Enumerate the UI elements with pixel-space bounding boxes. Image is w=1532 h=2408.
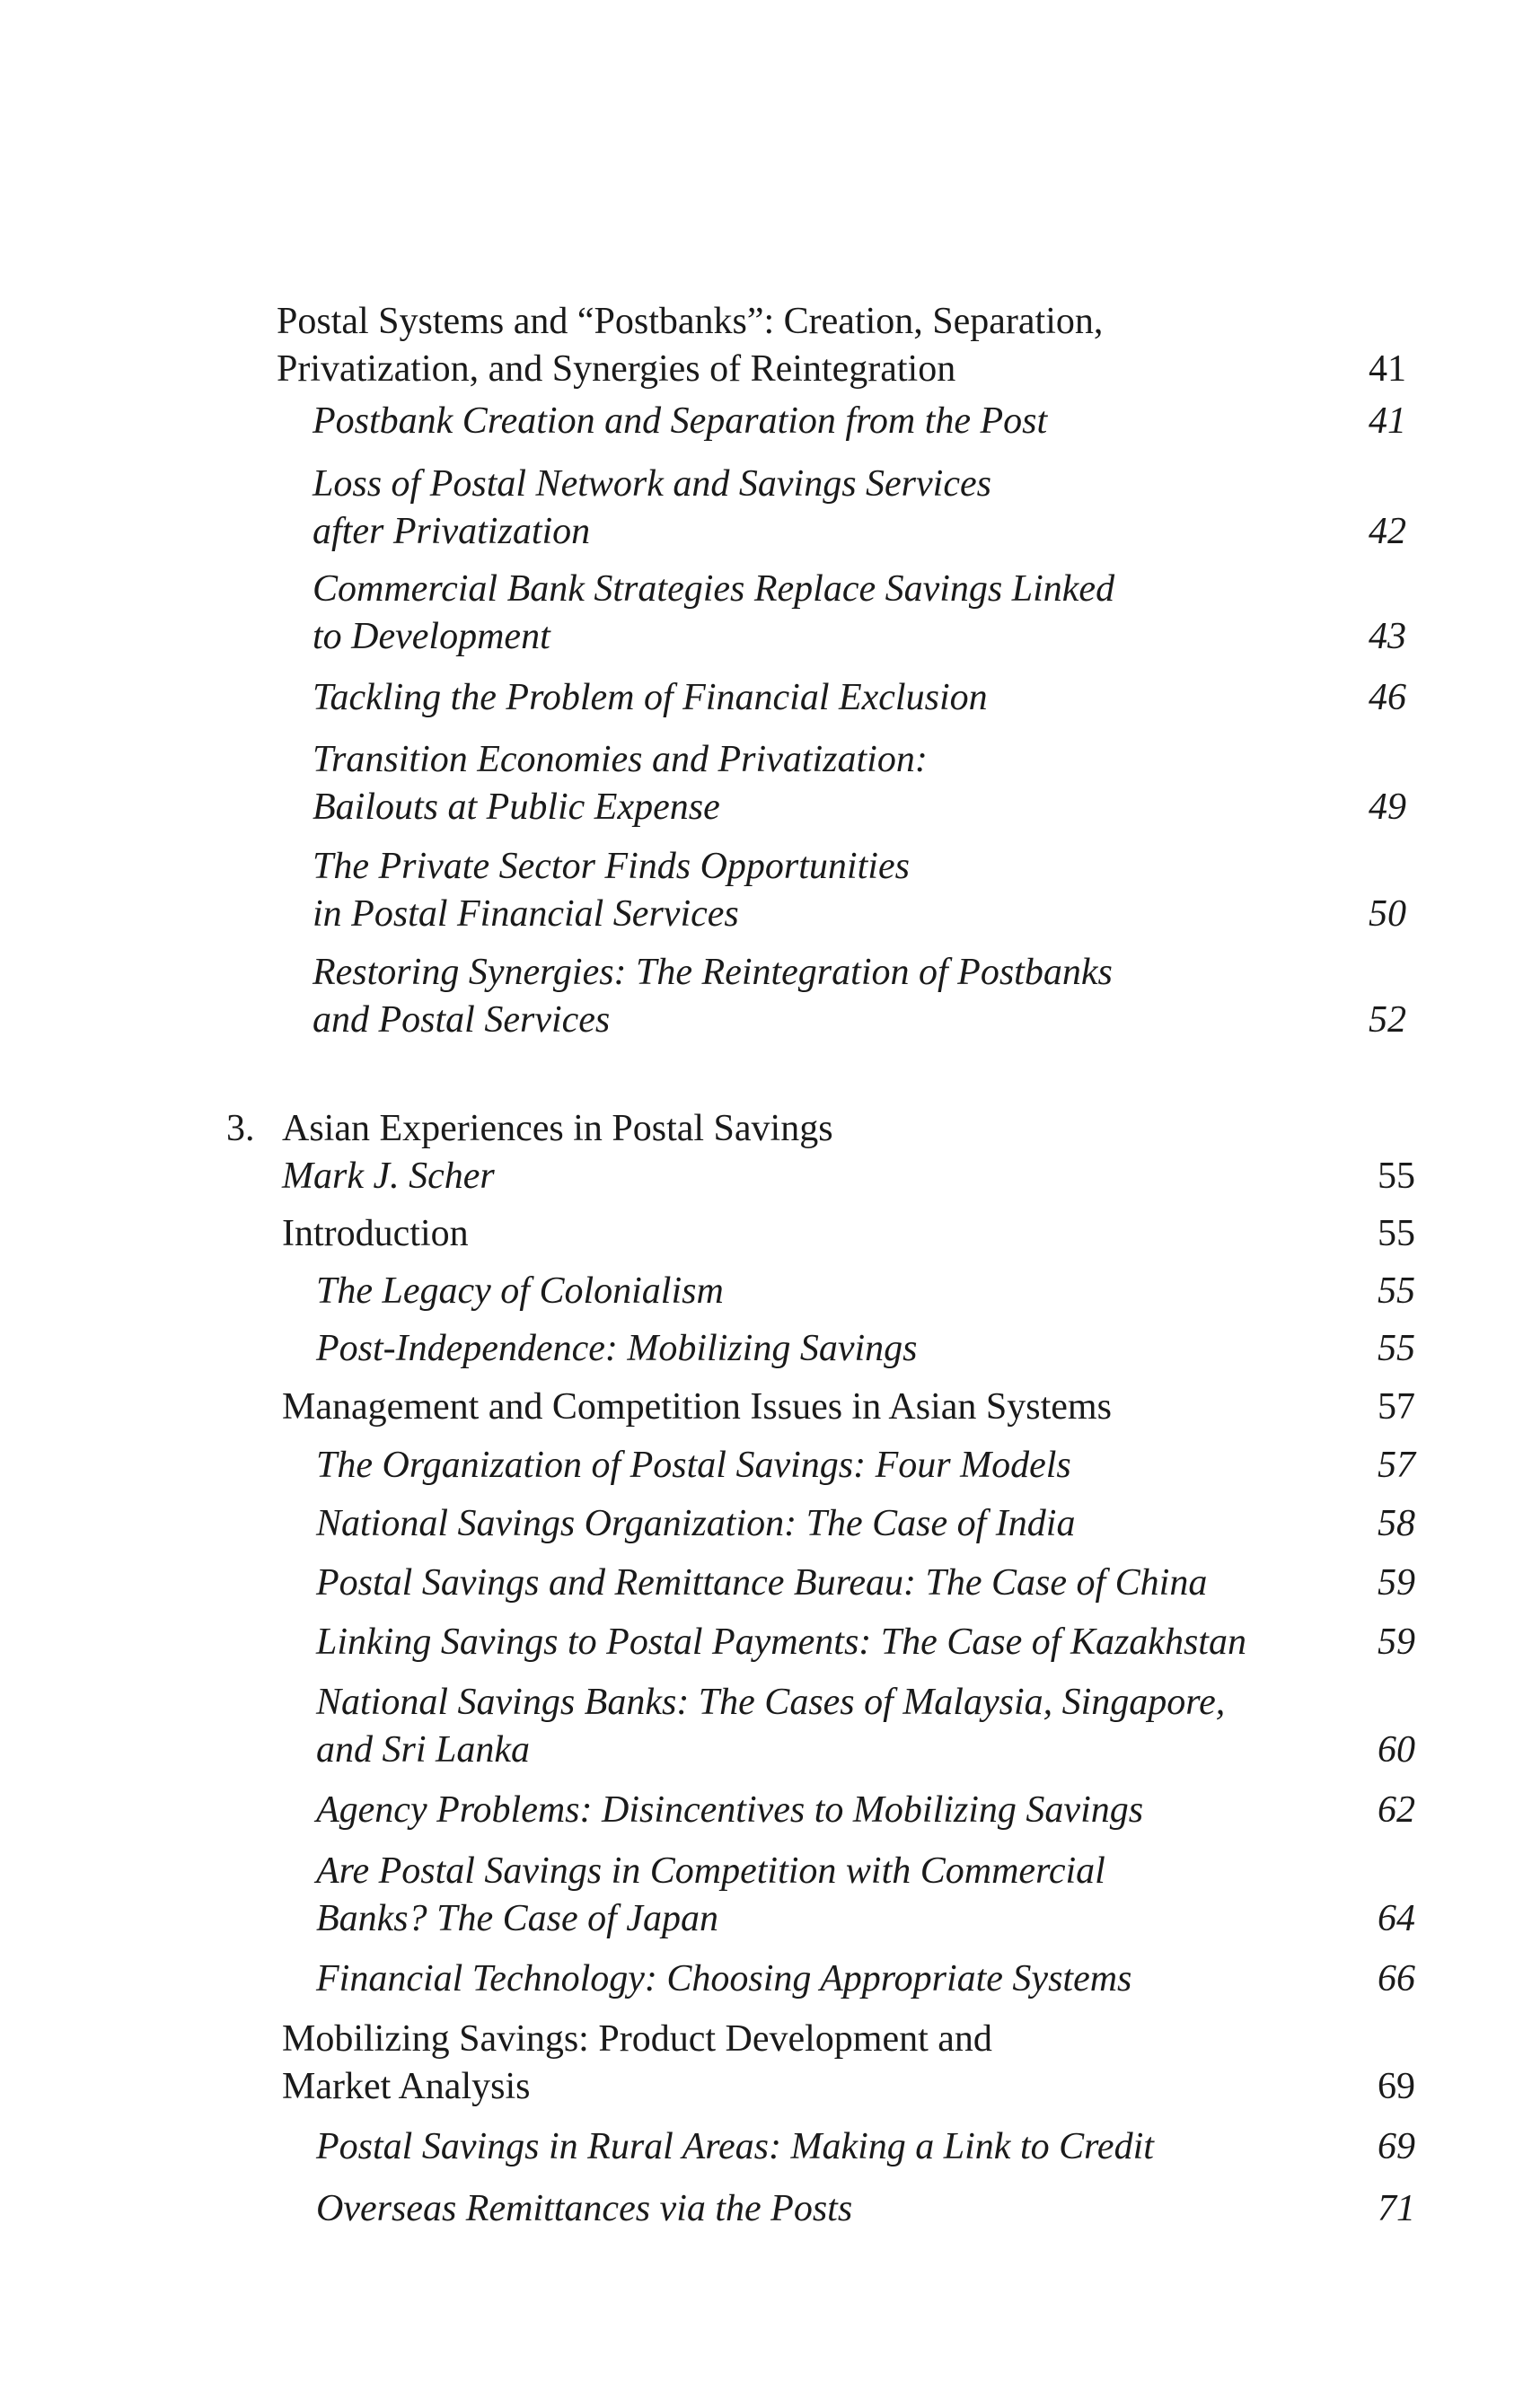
toc-section-heading-postal-systems — [277, 298, 1406, 393]
chapter-author: Mark J. Scher — [282, 1156, 495, 1197]
toc-entry-title-line: Financial Technology: Choosing Appropriate Systems — [316, 1958, 1132, 1999]
toc-entry — [316, 2123, 1415, 2171]
toc-page-number: 52 — [1369, 999, 1406, 1041]
toc-entry-title-line: The Legacy of Colonialism — [316, 1270, 724, 1312]
toc-entry-title-line: Linking Savings to Postal Payments: The Case of Kazakhstan — [316, 1621, 1246, 1663]
toc-page-number: 69 — [1378, 2066, 1415, 2107]
toc-entry-title-line: The Organization of Postal Savings: Four Models — [316, 1445, 1071, 1486]
toc-page-number: 43 — [1369, 616, 1406, 657]
toc-entry-title-line: Commercial Bank Strategies Replace Savings Linked — [313, 568, 1115, 610]
toc-page-number: 64 — [1378, 1898, 1415, 1939]
toc-entry-title-line: National Savings Organization: The Case of India — [316, 1503, 1076, 1544]
toc-entry — [316, 1500, 1415, 1548]
toc-entry — [313, 674, 1406, 722]
toc-entry-title-line: The Private Sector Finds Opportunities — [313, 846, 910, 887]
toc-entry — [316, 1268, 1415, 1315]
toc-section-heading — [282, 2016, 1415, 2111]
toc-entry-title-line: to Development — [313, 616, 550, 657]
toc-entry — [313, 736, 1406, 831]
toc-entry-title-line: Overseas Remittances via the Posts — [316, 2188, 853, 2229]
toc-entry-title-line: Management and Competition Issues in Asian Systems — [282, 1386, 1112, 1428]
toc-section-heading — [282, 1210, 1415, 1258]
toc-page-number: 58 — [1378, 1503, 1415, 1544]
toc-page-number: 60 — [1378, 1729, 1415, 1771]
toc-entry — [316, 1325, 1415, 1373]
toc-page-number: 55 — [1378, 1328, 1415, 1369]
toc-page-number: 57 — [1378, 1445, 1415, 1486]
toc-page-number: 59 — [1378, 1562, 1415, 1604]
toc-entry-title-line: Transition Economies and Privatization: — [313, 739, 928, 780]
toc-entry-title-line: in Postal Financial Services — [313, 893, 739, 935]
toc-section-heading — [282, 1384, 1415, 1431]
toc-entry — [316, 1560, 1415, 1607]
toc-entry — [313, 566, 1406, 661]
toc-entry — [313, 461, 1406, 556]
toc-entry — [316, 1679, 1415, 1774]
toc-page-number: 66 — [1378, 1958, 1415, 1999]
toc-page-number: 41 — [1369, 348, 1406, 390]
toc-entry-title-line: Mobilizing Savings: Product Development and — [282, 2018, 992, 2060]
toc-entry-title-line: Postal Systems and “Postbanks”: Creation, Separation, — [277, 301, 1104, 342]
toc-entry-title-line: Privatization, and Synergies of Reintegration — [277, 348, 956, 390]
toc-entry-title-line: and Postal Services — [313, 999, 611, 1041]
toc-entry-title-line: Post-Independence: Mobilizing Savings — [316, 1328, 918, 1369]
toc-entry-title-line: Tackling the Problem of Financial Exclusion — [313, 677, 988, 718]
toc-entry-title-line: Are Postal Savings in Competition with Commercial — [316, 1850, 1105, 1892]
toc-entry-title-line: National Savings Banks: The Cases of Malaysia, Singapore, — [316, 1682, 1226, 1723]
toc-entry — [316, 1442, 1415, 1490]
toc-page-number: 46 — [1369, 677, 1406, 718]
toc-entry-title-line: Banks? The Case of Japan — [316, 1898, 718, 1939]
toc-entry-title-line: Market Analysis — [282, 2066, 531, 2107]
toc-page-number: 42 — [1369, 511, 1406, 552]
toc-entry-title-line: Loss of Postal Network and Savings Services — [313, 463, 991, 505]
toc-entry-title-line: Introduction — [282, 1213, 469, 1254]
chapter-title: Asian Experiences in Postal Savings — [282, 1108, 833, 1149]
toc-entry-title-line: Postal Savings and Remittance Bureau: The Case of China — [316, 1562, 1208, 1604]
toc-entry-title-line: after Privatization — [313, 511, 591, 552]
toc-entry — [316, 2185, 1415, 2233]
toc-entry — [313, 843, 1406, 938]
toc-entry-title-line: Postbank Creation and Separation from the Post — [313, 400, 1048, 442]
toc-entry-title-line: and Sri Lanka — [316, 1729, 531, 1771]
chapter-heading — [282, 1105, 1415, 1200]
toc-entry-title-line: Agency Problems: Disincentives to Mobilizing Savings — [316, 1789, 1144, 1831]
toc-page-number: 69 — [1378, 2126, 1415, 2167]
toc-page-number: 59 — [1378, 1621, 1415, 1663]
toc-entry — [313, 398, 1406, 445]
toc-entry — [313, 949, 1406, 1044]
toc-page-number: 50 — [1369, 893, 1406, 935]
chapter-number: 3. — [226, 1108, 255, 1149]
toc-page-number: 62 — [1378, 1789, 1415, 1831]
toc-entry — [316, 1787, 1415, 1834]
toc-entry-title-line: Postal Savings in Rural Areas: Making a Link to Credit — [316, 2126, 1154, 2167]
toc-page-number: 71 — [1378, 2188, 1415, 2229]
toc-page-number: 55 — [1378, 1156, 1415, 1197]
toc-entry — [316, 1848, 1415, 1943]
toc-entry-title-line: Restoring Synergies: The Reintegration of Postbanks — [313, 952, 1113, 993]
toc-page-number: 49 — [1369, 787, 1406, 828]
toc-entry-title-line: Bailouts at Public Expense — [313, 787, 720, 828]
toc-page-number: 41 — [1369, 400, 1406, 442]
toc-page-number: 55 — [1378, 1213, 1415, 1254]
toc-entry — [316, 1955, 1415, 2003]
toc-page-number: 57 — [1378, 1386, 1415, 1428]
toc-page-number: 55 — [1378, 1270, 1415, 1312]
toc-entry — [316, 1619, 1415, 1666]
